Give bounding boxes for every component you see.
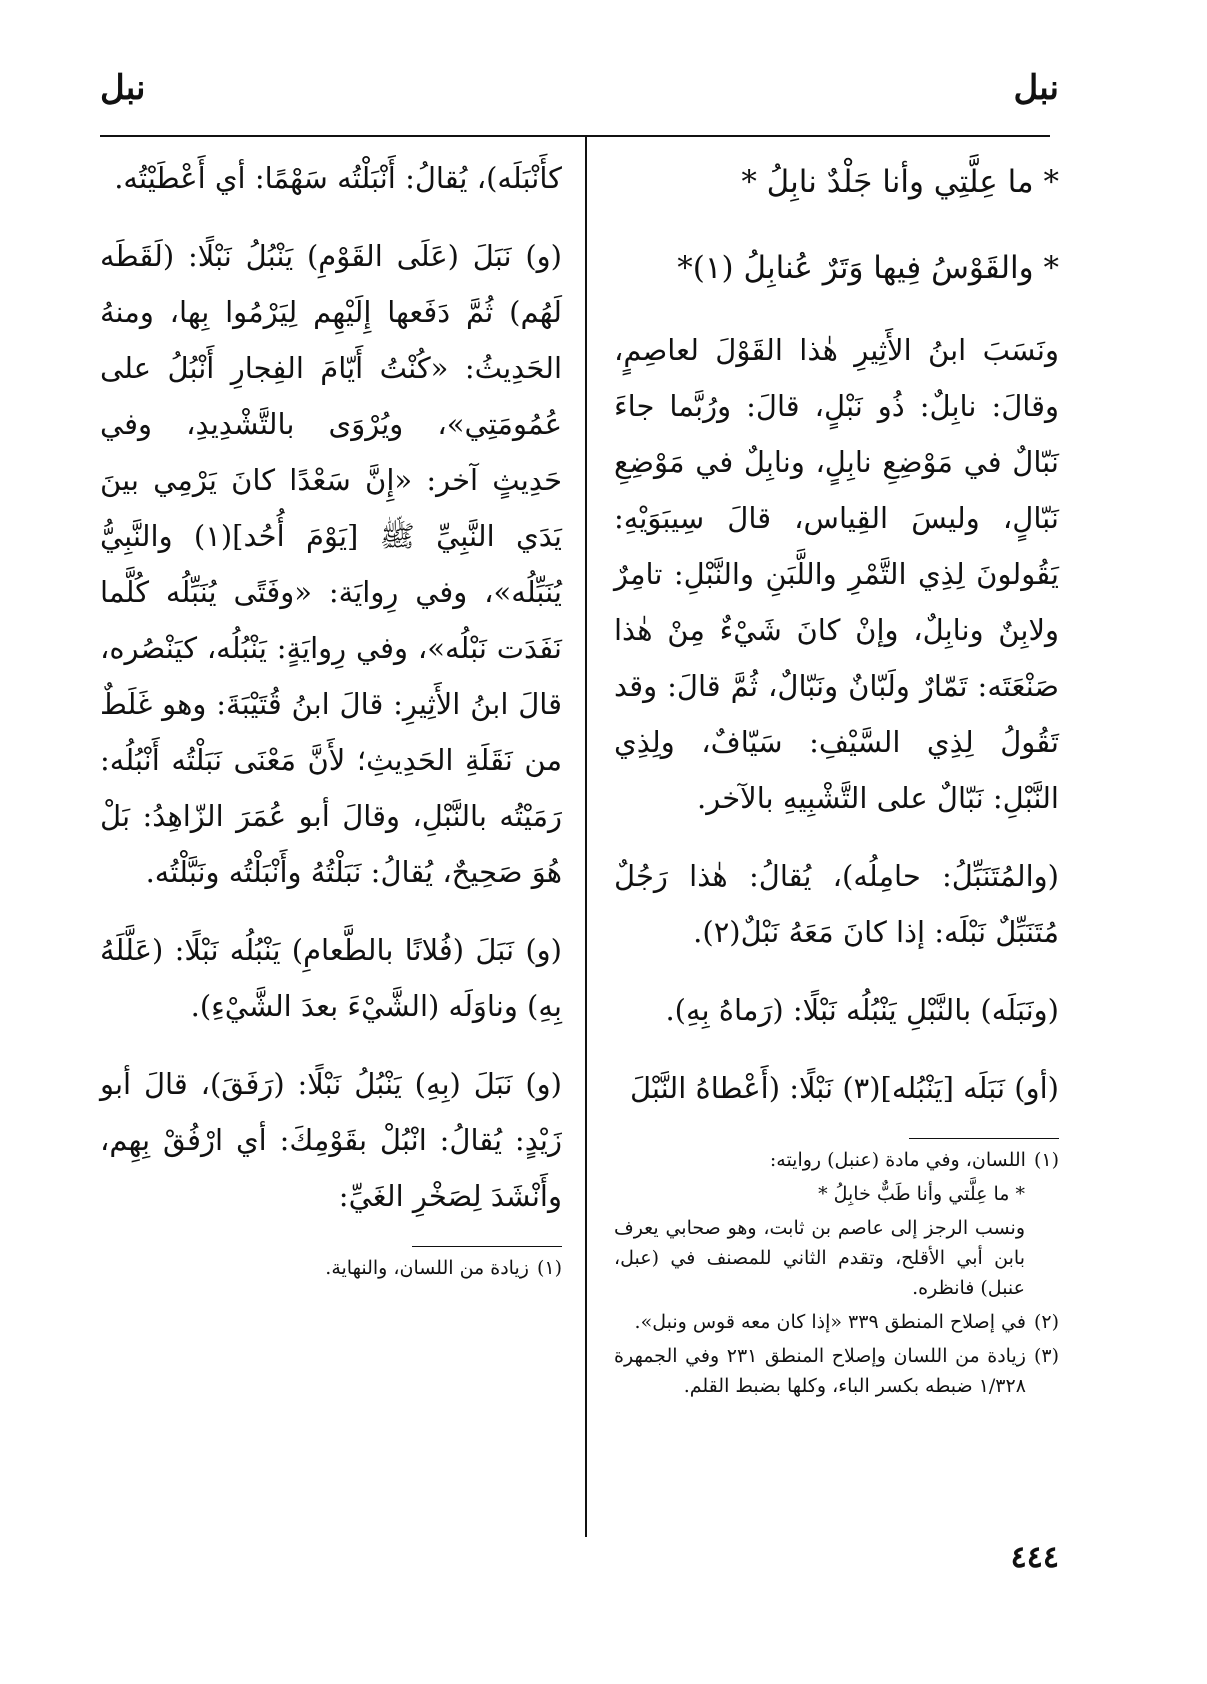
footnote-rule — [909, 1138, 1059, 1139]
footnote-text: ونسب الرجز إلى عاصم بن ثابت، وهو صحابي يعرف بابن أبي الأقلح، وتقدم الثاني للمصنف في (عبل، عنبل) فانظره. — [614, 1217, 1025, 1299]
footnote-rule — [412, 1246, 562, 1247]
footnote-number: (٢) — [1033, 1311, 1059, 1333]
paragraph: (و) نَبَلَ (بِهِ) يَنْبُلُ نَبْلًا: (رَفَقَ)، قالَ أبو زَيْدٍ: يُقالُ: انْبُلْ بقَوْمِكَ: أي ارْفُقْ بِهِم، وأَنْشَدَ لِصَخْرِ الغَيِّ: — [100, 1067, 562, 1213]
right-column — [614, 150, 1059, 1405]
paragraph: كأَنْبَلَه)، يُقالُ: أَنْبَلْتُه سَهْمًا: أي أَعْطَيْتُه. — [114, 161, 562, 195]
paragraph: (أو) نَبَلَه [يَنْبُله](٣) نَبْلًا: (أَعْطاهُ النَّبْلَ — [629, 1071, 1059, 1105]
paragraph: ونَسَبَ ابنُ الأَثِيرِ هٰذا القَوْلَ لعاصِمٍ، وقالَ: نابِلٌ: ذُو نَبْلٍ، قالَ: ورُبَّما جاءَ نَبّالٌ في مَوْضِعِ نابِلٍ، ونابِلٌ في مَوْضِعِ نَبّالٍ، وليسَ القِياس، قالَ سِيبَوَيْهِ: يَقُولونَ لِذِي التَّمْرِ واللَّبَنِ والنَّبْلِ: تامِرٌ ولابِنٌ ونابِلٌ، وإنْ كانَ شَيْءٌ مِنْ هٰذا صَنْعَتَه: تَمّارٌ ولَبّانٌ ونَبّالٌ، ثُمَّ قالَ: وقد تَقُولُ لِذِي السَّيْفِ: سَيّافٌ، ولِذِي النَّبْلِ: نَبّالٌ على التَّشْبِيهِ بالآخر. — [614, 333, 1059, 815]
footnote — [614, 1341, 1059, 1401]
footnotes — [100, 1253, 562, 1283]
footnote-number: (١) — [536, 1257, 562, 1279]
running-header-right: نبل — [1013, 68, 1059, 108]
footnote-text: زيادة من اللسان وإصلاح المنطق ٢٣١ وفي الجمهرة ١/٣٢٨ ضبطه بكسر الباء، وكلها بضبط القلم. — [614, 1345, 1026, 1397]
header-rule — [100, 135, 1050, 137]
paragraph: (والمُتَنَبِّلُ: حامِلُه)، يُقالُ: هٰذا رَجُلٌ مُتَنَبِّلٌ نَبْلَه: إذا كانَ مَعَهُ نَبْلٌ(٢). — [614, 859, 1059, 949]
footnote-text: في إصلاح المنطق ٣٣٩ «إذا كان معه قوس ونبل». — [634, 1311, 1026, 1333]
footnote-text: * ما عِلَّتي وأنا طَبٌّ خابِلُ * — [818, 1183, 1025, 1205]
running-header-left: نبل — [100, 68, 146, 108]
footnote — [614, 1145, 1059, 1175]
verse-line: * والقَوْسُ فِيها وَتَرٌ عُنابِلُ (١)* — [677, 250, 1059, 286]
page-number: ٤٤٤ — [1010, 1540, 1059, 1575]
footnote-continuation — [614, 1179, 1059, 1209]
footnote — [614, 1307, 1059, 1337]
footnote — [100, 1253, 562, 1283]
paragraph: (و) نَبَلَ (عَلَى القَوْمِ) يَنْبُلُ نَبْلًا: (لَقَطَه لَهُم) ثُمَّ دَفَعها إِلَيْهِم لِيَرْمُوا بِها، ومنهُ الحَدِيثُ: «كُنْتُ أَيّامَ الفِجارِ أَنْبُلُ على عُمُومَتِي»، ويُرْوَى بالتَّشْدِيدِ، وفي حَدِيثٍ آخر: «إِنَّ سَعْدًا كانَ يَرْمِي بينَ يَدَي النَّبِيِّ ﷺ [يَوْمَ أُحُد](١) والنَّبِيُّ يُنَبِّلُه»، وفي رِوايَة: «وفَتًى يُنَبِّلُه كُلَّما نَفَدَت نَبْلُه»، وفي رِوايَةٍ: يَنْبُلُه، كيَنْصُره، قالَ ابنُ الأَثِيرِ: قالَ ابنُ قُتَيْبَةَ: وهو غَلَطٌ من نَقَلَةِ الحَدِيثِ؛ لأَنَّ مَعْنَى نَبَلْتُه أَنْبُلُه: رَمَيْتُه بالنَّبْلِ، وقالَ أبو عُمَرَ الزّاهِدُ: بَلْ هُوَ صَحِيحٌ، يُقالُ: نَبَلْتُهُ وأَنْبَلْتُه ونَبَّلْتُه. — [100, 239, 562, 889]
footnote-continuation — [614, 1213, 1059, 1303]
left-column — [100, 150, 562, 1287]
footnote-text: زيادة من اللسان، والنهاية. — [325, 1257, 529, 1279]
footnote-number: (١) — [1033, 1149, 1059, 1171]
column-divider — [585, 137, 587, 1537]
paragraph: (ونَبَلَه) بالنَّبْلِ يَنْبُلُه نَبْلًا: (رَماهُ بِهِ). — [665, 993, 1059, 1027]
footnote-number: (٣) — [1033, 1345, 1059, 1367]
footnote-text: اللسان، وفي مادة (عنبل) روايته: — [769, 1149, 1026, 1171]
paragraph: (و) نَبَلَ (فُلانًا بالطَّعامِ) يَنْبُلُه نَبْلًا: (عَلَّلَهُ بِهِ) وناوَلَه (الشَّيْءَ بعدَ الشَّيْءِ). — [100, 933, 562, 1023]
verse-block — [614, 150, 1059, 300]
footnotes — [614, 1145, 1059, 1401]
verse-line: * ما عِلَّتِي وأنا جَلْدٌ نابِلُ * — [741, 164, 1059, 200]
